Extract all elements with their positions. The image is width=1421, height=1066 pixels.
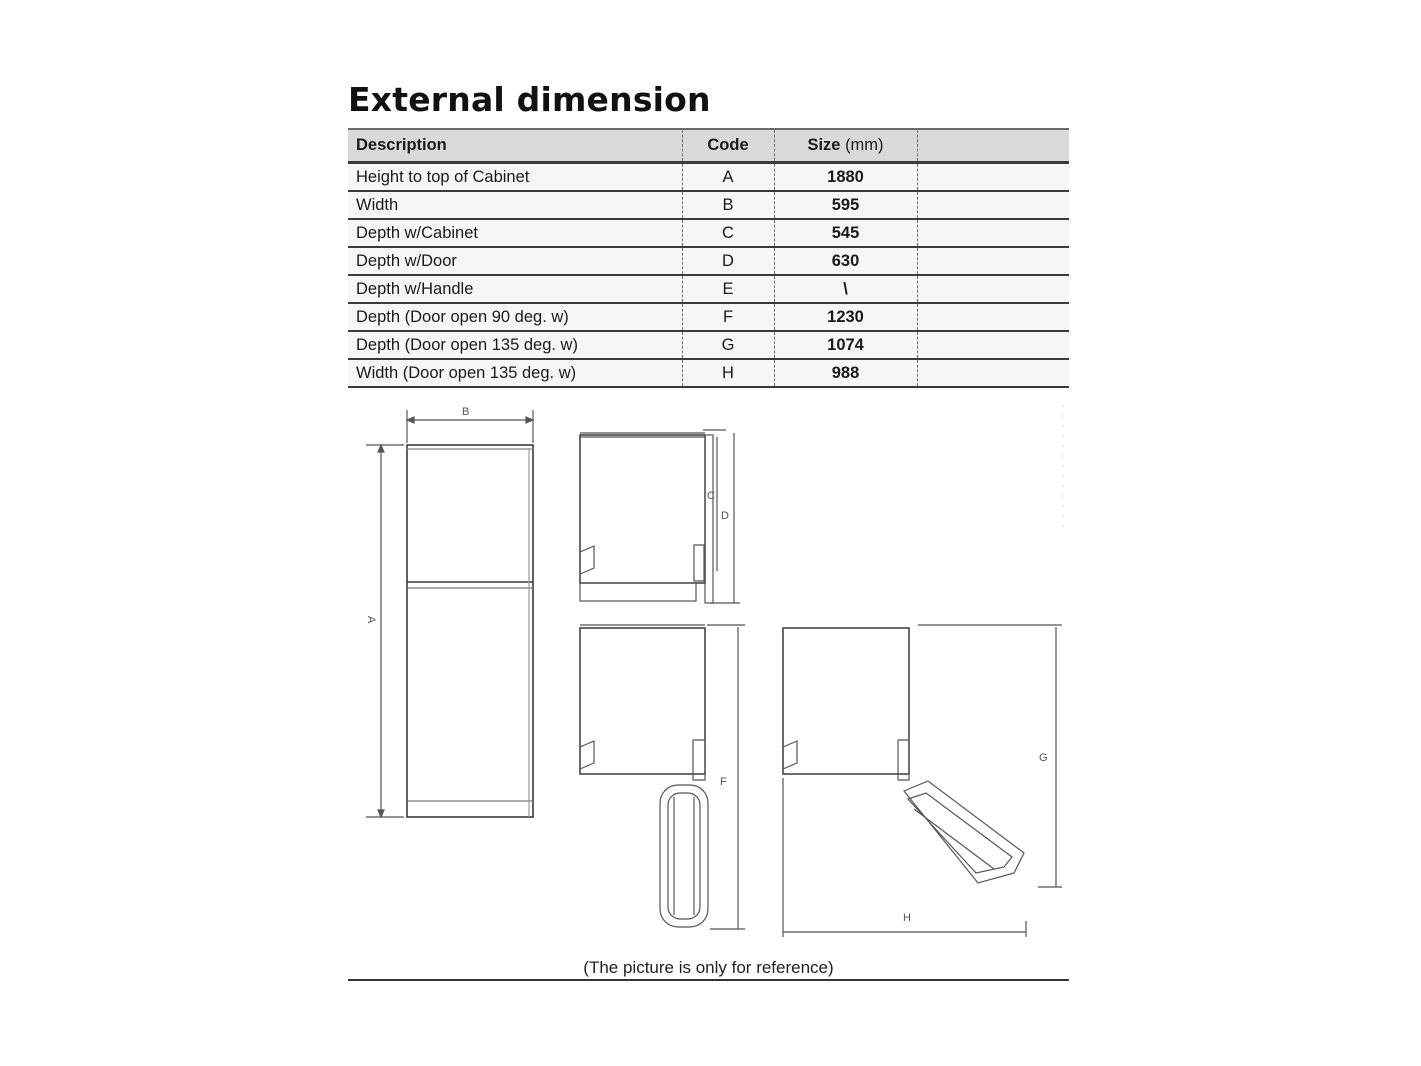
row-empty bbox=[917, 275, 1069, 303]
open90-body bbox=[580, 628, 705, 774]
row-size: 1074 bbox=[774, 331, 917, 359]
open135-door-line bbox=[914, 809, 994, 869]
front-view bbox=[366, 410, 533, 817]
side-view-door-135 bbox=[783, 625, 1062, 937]
row-empty bbox=[917, 359, 1069, 387]
row-size: 595 bbox=[774, 191, 917, 219]
row-code: B bbox=[682, 191, 774, 219]
row-description: Depth (Door open 90 deg. w) bbox=[348, 303, 682, 331]
dim-b-arrow-right bbox=[526, 417, 533, 423]
dim-label-g: G bbox=[1039, 752, 1048, 764]
row-empty bbox=[917, 219, 1069, 247]
row-code: G bbox=[682, 331, 774, 359]
closed-front-foot bbox=[580, 546, 594, 574]
open90-door-inner bbox=[668, 793, 700, 919]
header-description: Description bbox=[348, 129, 682, 163]
dim-label-h: H bbox=[903, 912, 911, 924]
row-empty bbox=[917, 247, 1069, 275]
dim-a-arrow-top bbox=[378, 445, 384, 452]
dim-label-d: D bbox=[721, 510, 729, 522]
reference-caption: (The picture is only for reference) bbox=[583, 958, 834, 977]
row-size: 545 bbox=[774, 219, 917, 247]
row-size: 1880 bbox=[774, 163, 917, 192]
row-code: A bbox=[682, 163, 774, 192]
row-description: Depth (Door open 135 deg. w) bbox=[348, 331, 682, 359]
table-row bbox=[348, 191, 1069, 219]
row-description: Width bbox=[348, 191, 682, 219]
closed-handle-shape bbox=[694, 545, 704, 581]
row-empty bbox=[917, 163, 1069, 192]
open135-door-outer bbox=[904, 781, 1024, 883]
front-cabinet bbox=[407, 445, 533, 817]
dimension-table bbox=[348, 128, 1069, 388]
row-code: H bbox=[682, 359, 774, 387]
closed-body bbox=[580, 435, 705, 583]
table-row bbox=[348, 331, 1069, 359]
table-row bbox=[348, 359, 1069, 387]
row-description: Depth w/Door bbox=[348, 247, 682, 275]
dim-label-b: B bbox=[462, 406, 470, 418]
table-row bbox=[348, 163, 1069, 192]
dim-label-c: C bbox=[707, 490, 715, 502]
table-row bbox=[348, 219, 1069, 247]
dim-a-arrow-bottom bbox=[378, 810, 384, 817]
open90-door-outer bbox=[660, 785, 708, 927]
row-empty bbox=[917, 303, 1069, 331]
table-header-row bbox=[348, 129, 1069, 163]
open135-body bbox=[783, 628, 909, 774]
row-description: Depth w/Cabinet bbox=[348, 219, 682, 247]
dim-b-arrow-left bbox=[407, 417, 414, 423]
header-code: Code bbox=[682, 129, 774, 163]
table-row bbox=[348, 247, 1069, 275]
closed-base bbox=[580, 583, 696, 601]
dim-label-a: A bbox=[365, 616, 377, 624]
header-size-unit: (mm) bbox=[845, 136, 884, 154]
table-row bbox=[348, 303, 1069, 331]
header-size-label: Size bbox=[807, 136, 841, 154]
page-title: External dimension bbox=[348, 80, 711, 119]
header-empty bbox=[917, 129, 1069, 163]
row-description: Height to top of Cabinet bbox=[348, 163, 682, 192]
row-code: D bbox=[682, 247, 774, 275]
side-view-closed bbox=[580, 430, 740, 603]
open135-front-foot bbox=[783, 741, 797, 769]
dimension-drawing bbox=[348, 395, 1073, 955]
row-size: \ bbox=[774, 275, 917, 303]
row-code: C bbox=[682, 219, 774, 247]
closed-door bbox=[705, 435, 713, 603]
row-description: Depth w/Handle bbox=[348, 275, 682, 303]
row-size: 988 bbox=[774, 359, 917, 387]
table-row bbox=[348, 275, 1069, 303]
row-code: F bbox=[682, 303, 774, 331]
dim-label-f: F bbox=[720, 776, 727, 788]
open90-front-foot bbox=[580, 741, 594, 769]
row-empty bbox=[917, 191, 1069, 219]
bottom-divider bbox=[348, 979, 1069, 981]
header-size bbox=[774, 129, 917, 163]
row-empty bbox=[917, 331, 1069, 359]
row-size: 1230 bbox=[774, 303, 917, 331]
row-description: Width (Door open 135 deg. w) bbox=[348, 359, 682, 387]
row-code: E bbox=[682, 275, 774, 303]
row-size: 630 bbox=[774, 247, 917, 275]
